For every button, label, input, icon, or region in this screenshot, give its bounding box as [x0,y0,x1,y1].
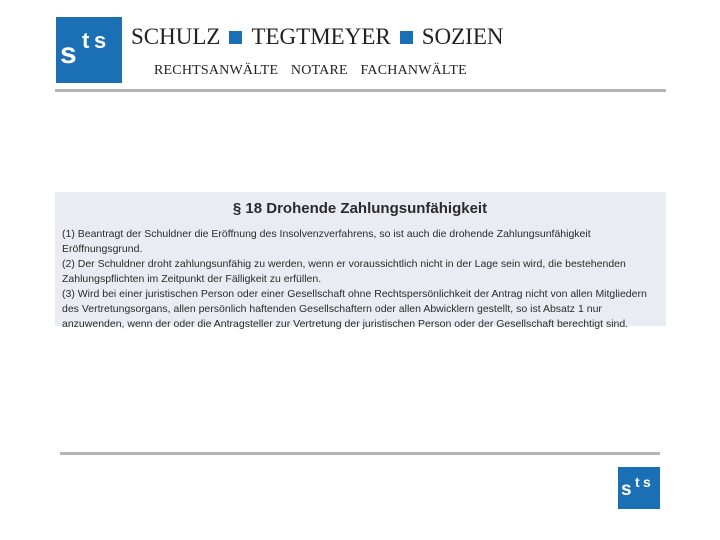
subtitle-part: RECHTSANWÄLTE [154,63,279,78]
logo-letter-t: t [635,474,640,490]
header-divider [55,89,666,92]
firm-name-part: SOZIEN [421,24,504,49]
sts-logo-icon [56,17,122,83]
law-excerpt-box [55,192,666,330]
firm-name [131,24,504,50]
law-text [62,227,658,332]
law-paragraph: (2) Der Schuldner droht zahlungsunfähig zu werden, wenn er voraussichtlich nicht in der Lage sein wird, die bestehenden Zahlungspflichten im Zeitpunkt der Fälligkeit zu erfüllen. [62,258,626,285]
logo-letter-s2: s [94,28,107,53]
logo-letter-s2: s [643,474,651,490]
subtitle-part: FACHANWÄLTE [360,63,467,78]
law-title: § 18 Drohende Zahlungsunfähigkeit [232,200,488,217]
law-paragraph: (1) Beantragt der Schuldner die Eröffnung des Insolvenzverfahrens, so ist auch die drohende Zahlungsunfähigkeit Eröffnungsgrund. [62,228,591,255]
firm-name-part: TEGTMEYER [251,24,391,49]
subtitle-part: NOTARE [290,63,348,78]
logo-letter-t: t [82,28,90,53]
square-bullet-icon [229,31,242,44]
law-paragraph: (3) Wird bei einer juristischen Person oder einer Gesellschaft ohne Rechtspersönlichkeit der Antrag nicht von allen Mitgliedern des Vertretungsorgans, allen persönlich haftenden Gesellschaftern oder allen Abwicklern gestellt, so ist Absatz 1 nur anzuwenden, wenn der oder die Antragsteller zur Vertretung der juristischen Person oder der Gesellschaft berechtigt sind. [62,288,647,330]
logo-letter-s: s [621,479,632,500]
firm-name-part: SCHULZ [131,24,221,49]
firm-subtitle [154,63,476,79]
footer-divider [60,452,660,455]
logo-letter-s: s [60,37,77,70]
square-bullet-icon [400,31,413,44]
sts-logo-small-icon [618,467,660,509]
